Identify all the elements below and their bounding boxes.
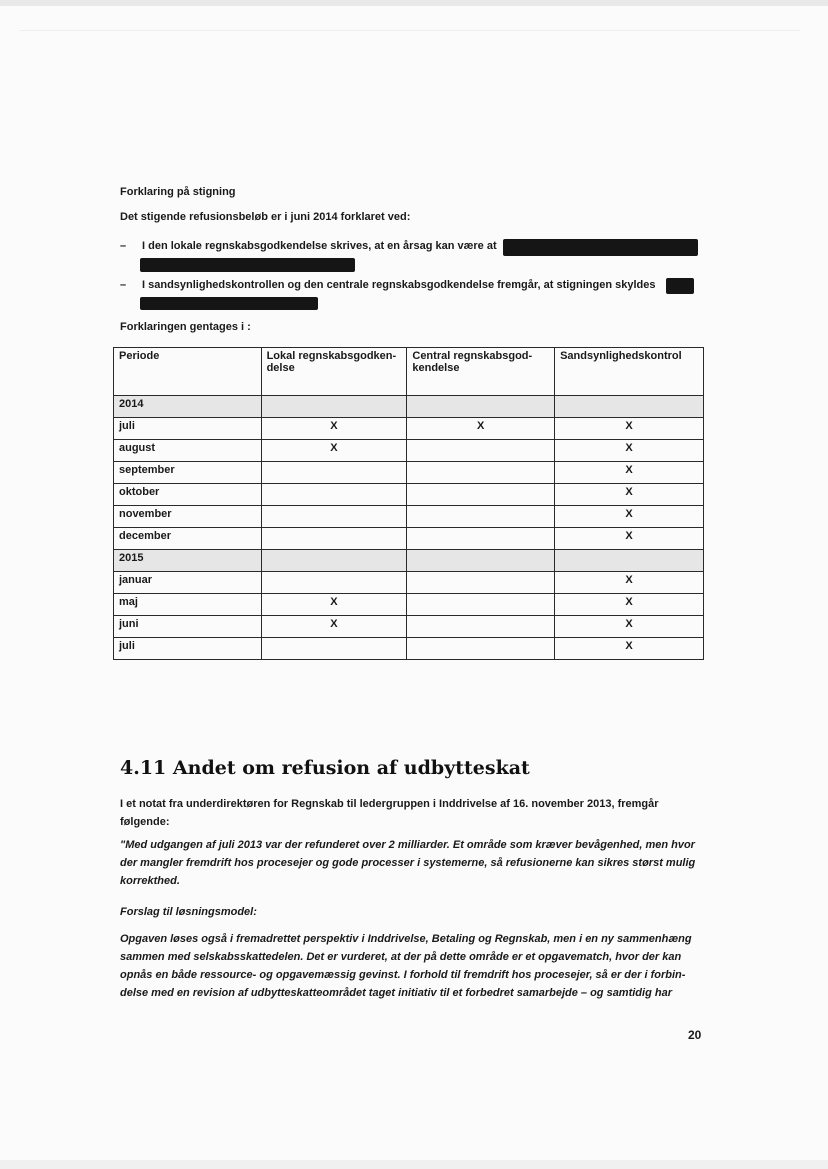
table-row	[114, 594, 704, 616]
table-row-year	[114, 396, 704, 418]
table-row	[114, 440, 704, 462]
table-row	[114, 572, 704, 594]
table-header-row	[114, 348, 704, 396]
redaction-bar	[140, 258, 355, 272]
header-cell: Sandsynlighedskontrol	[555, 348, 704, 396]
table-cell: X	[261, 440, 407, 462]
header-cell: Central regnskabsgod-kendelse	[407, 348, 555, 396]
table-cell	[407, 528, 555, 550]
table-cell: 2015	[114, 550, 262, 572]
bullet-text: I sandsynlighedskontrollen og den centrale regnskabsgodkendelse fremgår, at stigningen skyldes	[142, 279, 656, 291]
scan-edge-bottom	[0, 1160, 828, 1169]
table-cell: X	[555, 440, 704, 462]
table-cell	[407, 396, 555, 418]
table-cell: juni	[114, 616, 262, 638]
table-cell	[555, 396, 704, 418]
page-number: 20	[688, 1028, 702, 1042]
table-row	[114, 484, 704, 506]
period-table	[113, 347, 704, 660]
bullet-text: I den lokale regnskabsgodkendelse skrives, at en årsag kan være at	[142, 240, 497, 252]
proposal-label: Forslag til løsningsmodel:	[120, 906, 257, 918]
table-cell	[407, 484, 555, 506]
table-cell: X	[261, 418, 407, 440]
redaction-bar	[140, 297, 318, 310]
table-row	[114, 506, 704, 528]
table-row	[114, 616, 704, 638]
header-cell: Periode	[114, 348, 262, 396]
table-cell	[407, 462, 555, 484]
table-cell: 2014	[114, 396, 262, 418]
table-cell	[261, 550, 407, 572]
table-cell: X	[555, 594, 704, 616]
table-row	[114, 418, 704, 440]
scan-line	[20, 30, 800, 31]
table-cell: X	[261, 594, 407, 616]
table-row-year	[114, 550, 704, 572]
table-cell: januar	[114, 572, 262, 594]
bullet-dash: –	[120, 240, 127, 252]
table-cell	[407, 616, 555, 638]
table-cell: juli	[114, 638, 262, 660]
table-row	[114, 528, 704, 550]
table-cell: X	[407, 418, 555, 440]
table-cell	[261, 484, 407, 506]
table-cell: X	[555, 484, 704, 506]
table-cell: X	[555, 418, 704, 440]
table-cell: X	[555, 506, 704, 528]
scan-edge-top	[0, 0, 828, 6]
table-cell: oktober	[114, 484, 262, 506]
table-cell: september	[114, 462, 262, 484]
heading-explanation: Forklaring på stigning	[120, 186, 236, 198]
table-cell	[407, 638, 555, 660]
quote-paragraph: "Med udgangen af juli 2013 var der refunderet over 2 milliarder. Et område som kræver bevågenhed, men hvor der mangler fremdrift hos procesejer og gode processer i systemerne, så refusionerne kan sikres størst mulig korrekthed.	[120, 839, 696, 887]
table-cell: X	[555, 462, 704, 484]
table-cell	[261, 528, 407, 550]
table-cell	[407, 594, 555, 616]
table-cell: X	[555, 528, 704, 550]
table-cell: november	[114, 506, 262, 528]
table-cell	[261, 572, 407, 594]
redaction-bar	[666, 278, 694, 294]
table-cell: X	[555, 572, 704, 594]
table-cell: X	[261, 616, 407, 638]
table-row	[114, 638, 704, 660]
intro-paragraph: Det stigende refusionsbeløb er i juni 2014 forklaret ved:	[120, 211, 411, 223]
repeat-label: Forklaringen gentages i :	[120, 321, 251, 333]
header-cell: Lokal regnskabsgodken-delse	[261, 348, 407, 396]
table-cell	[555, 550, 704, 572]
bullet-dash: –	[120, 279, 127, 291]
table-cell: X	[555, 616, 704, 638]
table-cell	[407, 572, 555, 594]
table-cell: X	[555, 638, 704, 660]
table-cell	[261, 506, 407, 528]
section-title: 4.11 Andet om refusion af udbytteskat	[120, 757, 530, 779]
table-cell: maj	[114, 594, 262, 616]
table-cell: december	[114, 528, 262, 550]
table-cell	[261, 638, 407, 660]
table-cell: august	[114, 440, 262, 462]
section-intro: I et notat fra underdirektøren for Regnskab til ledergruppen i Inddrivelse af 16. november 2013, fremgår følgende:	[120, 798, 659, 828]
proposal-paragraph: Opgaven løses også i fremadrettet perspektiv i Inddrivelse, Betaling og Regnskab, men i en ny sammenhæng sammen med selskabsskattedelen. Det er vurderet, at der på dette område er et opgavematch, hvor der kan opnås en både ressource- og opgavemæssig gevinst. I forhold til fremdrift hos procesejer, så er der i forbin-delse med en revision af udbytteskatteområdet taget initiativ til et forbedret samarbejde – og samtidig har	[120, 933, 692, 999]
table-cell	[261, 396, 407, 418]
redaction-bar	[503, 239, 698, 256]
table-cell	[407, 550, 555, 572]
table-cell	[261, 462, 407, 484]
table-cell	[407, 440, 555, 462]
table-cell: juli	[114, 418, 262, 440]
table-row	[114, 462, 704, 484]
table-cell	[407, 506, 555, 528]
